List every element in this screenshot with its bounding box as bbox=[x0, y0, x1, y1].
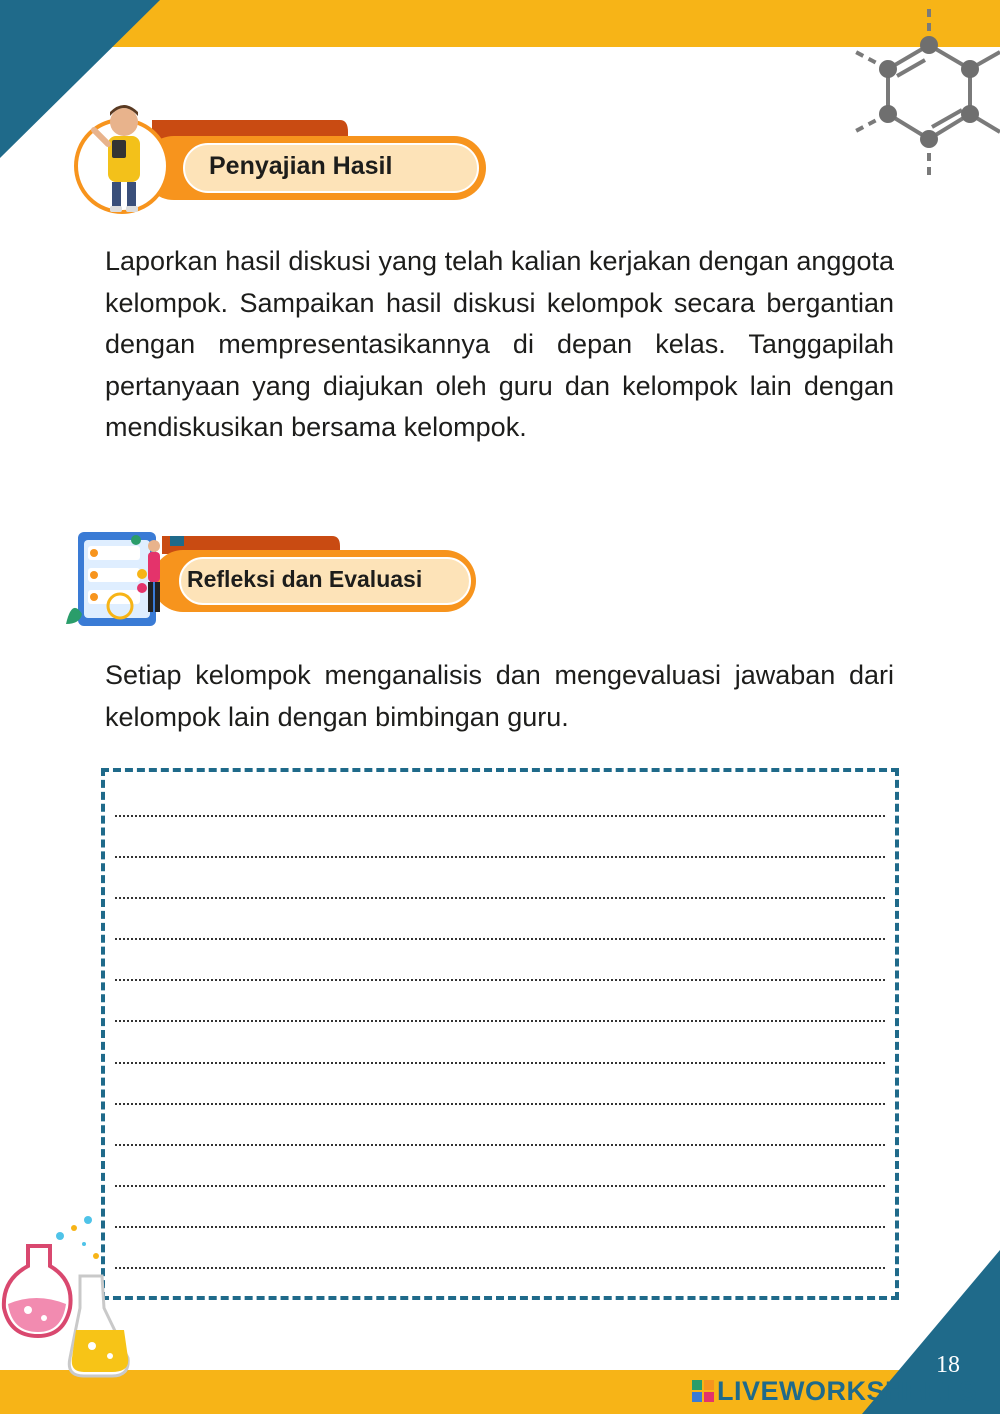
answer-line[interactable] bbox=[115, 897, 885, 899]
flasks-icon bbox=[4, 1216, 128, 1376]
answer-line[interactable] bbox=[115, 815, 885, 817]
answer-line[interactable] bbox=[115, 1103, 885, 1105]
answer-line[interactable] bbox=[115, 979, 885, 981]
answer-line[interactable] bbox=[115, 1144, 885, 1146]
answer-line[interactable] bbox=[115, 1062, 885, 1064]
section-title-penyajian: Penyajian Hasil bbox=[209, 152, 393, 180]
liveworksheets-logo-icon bbox=[692, 1380, 714, 1402]
watermark bbox=[692, 1376, 978, 1406]
paragraph-penyajian: Laporkan hasil diskusi yang telah kalian kerjakan dengan anggota kelompok. Sampaikan hasil diskusi kelompok secara bergantian dengan mempresentasikannya di depan kelas. Tanggapilah pertanyaan yang diajukan oleh guru dan kelompok lain dengan mendiskusikan bersama kelompok. bbox=[105, 246, 894, 442]
page-number: 18 bbox=[936, 1352, 960, 1378]
answer-line[interactable] bbox=[115, 938, 885, 940]
answer-line[interactable] bbox=[115, 856, 885, 858]
answer-line[interactable] bbox=[115, 1020, 885, 1022]
watermark-text: LIVEWORKSHEETS bbox=[717, 1375, 978, 1406]
paragraph-refleksi: Setiap kelompok menganalisis dan mengevaluasi jawaban dari kelompok lain dengan bimbingan guru. bbox=[105, 660, 894, 732]
section-title-refleksi: Refleksi dan Evaluasi bbox=[187, 566, 423, 592]
